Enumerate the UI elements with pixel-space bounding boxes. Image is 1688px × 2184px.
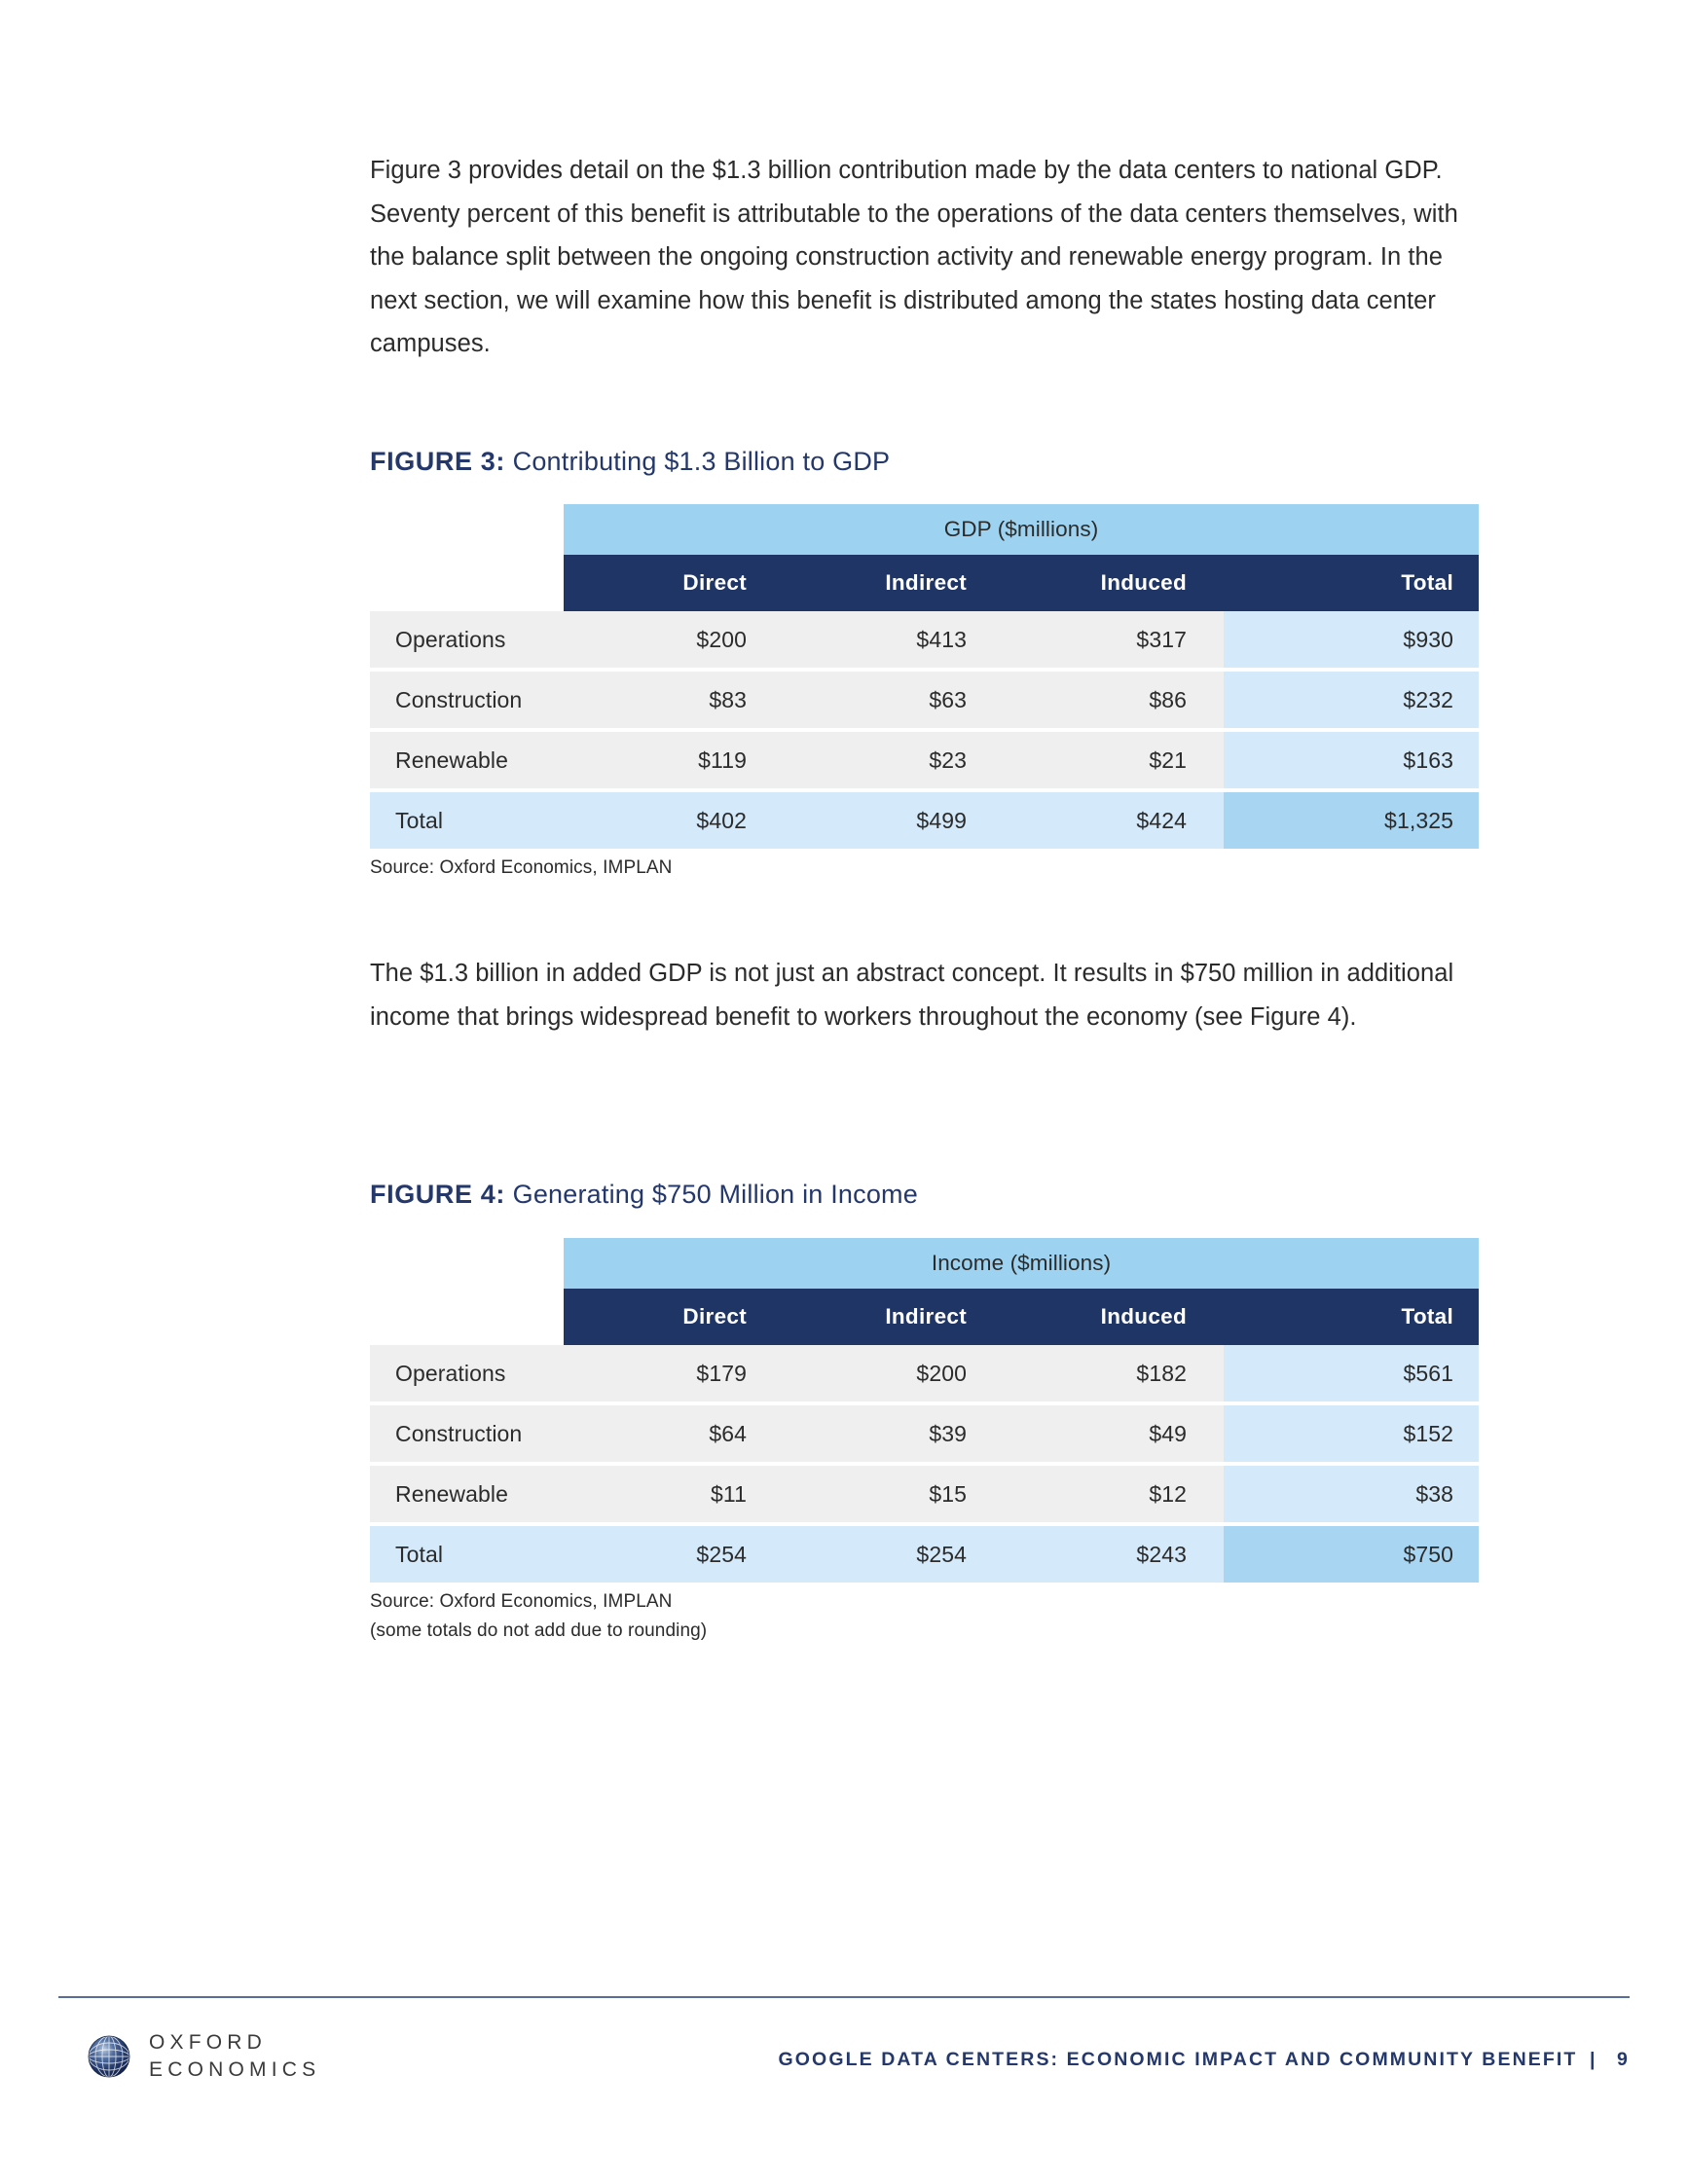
figure3-source-line1: Source: Oxford Economics, IMPLAN — [370, 857, 673, 878]
figure3-row0-indirect: $413 — [784, 611, 1004, 670]
footer-running-head — [779, 2049, 1630, 2071]
table-row — [370, 1403, 1479, 1464]
figure4-col-induced: Induced — [1004, 1289, 1224, 1345]
figure3-row0-total: $930 — [1224, 611, 1479, 670]
figure4-col-total: Total — [1224, 1289, 1479, 1345]
figure3-col-direct: Direct — [564, 555, 784, 611]
figure3-row1-label: Construction — [370, 670, 564, 730]
figure4-table-head — [370, 1238, 1479, 1345]
figure4-table-wrapper — [370, 1238, 1479, 1583]
figure4-row1-total: $152 — [1224, 1403, 1479, 1464]
figure4-source-line1: Source: Oxford Economics, IMPLAN — [370, 1591, 673, 1612]
figure3-col-induced: Induced — [1004, 555, 1224, 611]
figure4-row2-total: $38 — [1224, 1464, 1479, 1524]
figure3-row2-label: Renewable — [370, 730, 564, 790]
figure3-header-spacer — [370, 555, 564, 611]
footer-title-text: GOOGLE DATA CENTERS: ECONOMIC IMPACT AND COMMUNITY BENEFIT — [778, 2049, 1578, 2070]
figure3-row3-indirect: $499 — [784, 790, 1004, 849]
figure3-row2-induced: $21 — [1004, 730, 1224, 790]
figure3-header-row — [370, 555, 1479, 611]
figure4-row2-label: Renewable — [370, 1464, 564, 1524]
figure4-header-spacer — [370, 1289, 564, 1345]
figure3-source — [370, 854, 672, 883]
figure3-row2-total: $163 — [1224, 730, 1479, 790]
paragraph-intro: Figure 3 provides detail on the $1.3 billion contribution made by the data centers to national GDP. Seventy percent of this benefit is attributable to the operations of the data centers themselves, with the balance split between the ongoing construction activity and renewable energy program. In the next section, we will examine how this benefit is distributed among the states hosting data center campuses. — [370, 157, 1458, 357]
figure3-row3-direct: $402 — [564, 790, 784, 849]
figure3-row2-direct: $119 — [564, 730, 784, 790]
logo-line-oxford: OXFORD — [149, 2031, 268, 2054]
figure3-row2-indirect: $23 — [784, 730, 1004, 790]
figure3-col-total: Total — [1224, 555, 1479, 611]
figure4-band-row — [370, 1238, 1479, 1289]
figure4-row0-direct: $179 — [564, 1345, 784, 1403]
figure3-row1-direct: $83 — [564, 670, 784, 730]
figure3-row1-indirect: $63 — [784, 670, 1004, 730]
page-footer — [0, 2013, 1688, 2129]
table-row — [370, 1345, 1479, 1403]
figure4-row3-indirect: $254 — [784, 1524, 1004, 1583]
figure3-table-wrapper — [370, 504, 1479, 849]
figure4-row2-indirect: $15 — [784, 1464, 1004, 1524]
figure4-row3-total: $750 — [1224, 1524, 1479, 1583]
figure3-caption — [370, 447, 890, 477]
figure3-band-row — [370, 504, 1479, 555]
figure4-band-spacer — [370, 1238, 564, 1289]
figure4-row2-direct: $11 — [564, 1464, 784, 1524]
figure4-row1-label: Construction — [370, 1403, 564, 1464]
globe-icon — [86, 2033, 132, 2080]
figure3-title: Contributing $1.3 Billion to GDP — [512, 447, 891, 476]
figure3-row1-induced: $86 — [1004, 670, 1224, 730]
page-number: 9 — [1617, 2049, 1630, 2070]
figure4-row2-induced: $12 — [1004, 1464, 1224, 1524]
figure3-label: FIGURE 3: — [370, 447, 505, 476]
figure4-row3-direct: $254 — [564, 1524, 784, 1583]
figure4-title: Generating $750 Million in Income — [512, 1180, 918, 1209]
figure4-row0-indirect: $200 — [784, 1345, 1004, 1403]
paragraph-mid: The $1.3 billion in added GDP is not just an abstract concept. It results in $750 million in additional income that brings widespread benefit to workers throughout the economy (see Figure 4). — [370, 960, 1454, 1031]
figure4-row1-indirect: $39 — [784, 1403, 1004, 1464]
figure4-table-body — [370, 1345, 1479, 1583]
table-row-total — [370, 790, 1479, 849]
logo-wordmark — [149, 2032, 320, 2080]
footer-divider — [58, 1996, 1630, 1998]
logo-line-economics: ECONOMICS — [149, 2058, 321, 2081]
figure3-row3-induced: $424 — [1004, 790, 1224, 849]
figure3-table-head — [370, 504, 1479, 611]
figure4-col-indirect: Indirect — [784, 1289, 1004, 1345]
figure3-band-spacer — [370, 504, 564, 555]
figure3-table-body — [370, 611, 1479, 849]
figure4-source — [370, 1587, 707, 1646]
figure3-row0-induced: $317 — [1004, 611, 1224, 670]
figure4-row1-induced: $49 — [1004, 1403, 1224, 1464]
footer-separator: | — [1589, 2049, 1597, 2070]
table-row — [370, 1464, 1479, 1524]
figure4-col-direct: Direct — [564, 1289, 784, 1345]
figure4-row0-induced: $182 — [1004, 1345, 1224, 1403]
figure3-band-title: GDP ($millions) — [564, 504, 1479, 555]
figure4-source-line2: (some totals do not add due to rounding) — [370, 1620, 708, 1641]
figure4-band-title: Income ($millions) — [564, 1238, 1479, 1289]
figure4-caption — [370, 1180, 918, 1210]
table-row — [370, 730, 1479, 790]
table-row — [370, 611, 1479, 670]
figure4-row0-label: Operations — [370, 1345, 564, 1403]
figure4-header-row — [370, 1289, 1479, 1345]
figure3-row3-total: $1,325 — [1224, 790, 1479, 849]
figure4-table — [370, 1238, 1479, 1583]
figure3-row0-direct: $200 — [564, 611, 784, 670]
figure4-row0-total: $561 — [1224, 1345, 1479, 1403]
table-row — [370, 670, 1479, 730]
table-row-total — [370, 1524, 1479, 1583]
figure3-row0-label: Operations — [370, 611, 564, 670]
figure3-row3-label: Total — [370, 790, 564, 849]
figure4-row1-direct: $64 — [564, 1403, 784, 1464]
figure4-label: FIGURE 4: — [370, 1180, 505, 1209]
figure3-row1-total: $232 — [1224, 670, 1479, 730]
oxford-economics-logo — [86, 2032, 320, 2080]
figure4-row3-label: Total — [370, 1524, 564, 1583]
figure3-table — [370, 504, 1479, 849]
figure4-row3-induced: $243 — [1004, 1524, 1224, 1583]
figure3-col-indirect: Indirect — [784, 555, 1004, 611]
